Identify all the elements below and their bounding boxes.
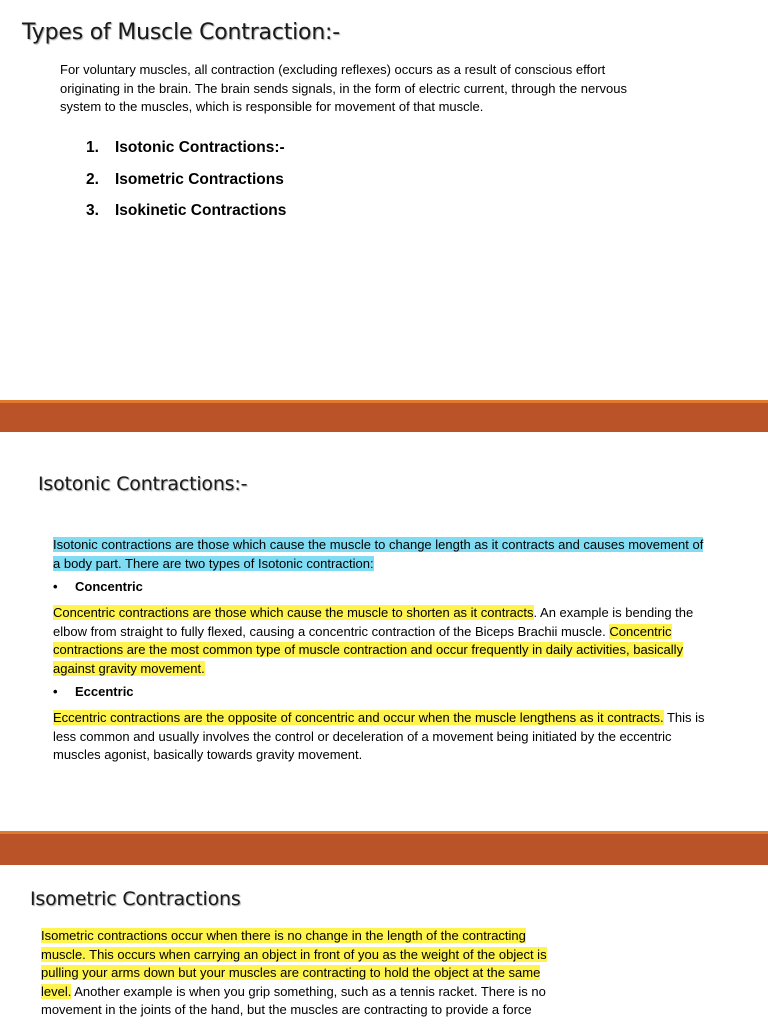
isometric-heading: Isometric Contractions [30,888,241,910]
list-item [86,171,286,203]
bullet-eccentric [53,684,134,699]
intro-paragraph: For voluntary muscles, all contraction (excluding reflexes) occurs as a result of conscious effort originating in the brain. The brain sends signals, in the form of electric current, through the nervous system to the muscles, which is responsible for movement of that muscle. [60,62,628,114]
highlighted-text: Isotonic contractions are those which cause the muscle to change length as it contracts and causes movement of a body part. There are two types of Isotonic contraction: [53,537,704,571]
highlighted-text: Concentric contractions are those which cause the muscle to shorten as it contracts [53,605,534,620]
list-number: 3. [86,202,99,219]
list-number: 1. [86,139,99,156]
bullet-label: Eccentric [75,684,134,699]
isotonic-intro [53,536,713,573]
bullet-icon: • [53,579,58,594]
concentric-paragraph [53,604,713,678]
highlighted-text: Isometric contractions occur when there is no change in the length of the contracting muscle. This occurs when carrying an object in front of you as the weight of the object is pulling your arms down but your muscles are contracting to hold the object at the same level. [41,928,547,999]
body-text: Another example is when you grip something, such as a tennis racket. There is no movement in the joints of the hand, but the muscles are contracting to provide a force [41,983,546,1017]
list-item [86,139,286,171]
page-divider [0,400,768,432]
list-item-label: Isokinetic Contractions [115,202,287,219]
highlighted-text: Concentric contractions are the most common type of muscle contraction and occur frequently in daily activities, basically against gravity movement. [53,623,684,676]
list-item-label: Isometric Contractions [115,170,284,188]
bullet-concentric [53,579,143,594]
isotonic-heading: Isotonic Contractions:- [38,473,248,495]
contraction-types-list [86,139,286,234]
body-text: . An example is bending the elbow from straight to fully flexed, causing a concentric contraction of the Biceps Brachii muscle. [53,605,694,639]
body-text: This is less common and usually involves the control or deceleration of a movement being initiated by the eccentric muscles agonist, basically towards gravity movement. [53,710,705,762]
list-item [86,202,286,234]
isometric-paragraph [41,927,561,1020]
list-number: 2. [86,170,99,188]
highlighted-text: Eccentric contractions are the opposite of concentric and occur when the muscle lengthens as it contracts. [53,710,664,725]
eccentric-paragraph [53,709,713,765]
list-item-label: Isotonic Contractions:- [115,139,285,156]
page-divider [0,831,768,865]
page-title: Types of Muscle Contraction:- [22,20,341,45]
bullet-label: Concentric [75,579,143,594]
bullet-icon: • [53,684,58,699]
